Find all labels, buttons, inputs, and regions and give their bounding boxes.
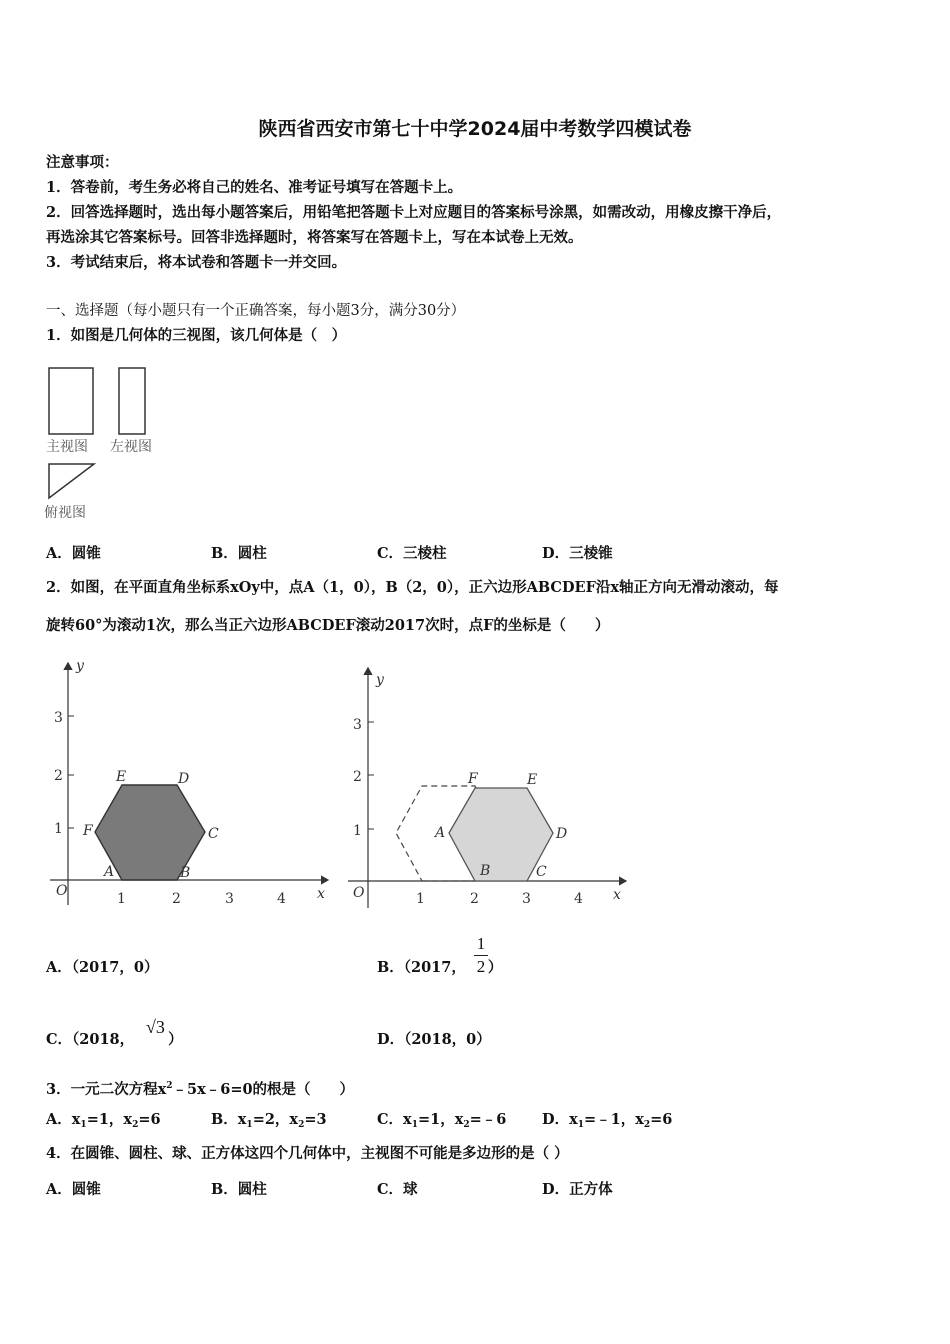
option-var: x xyxy=(71,1111,81,1128)
y-tick-label: 3 xyxy=(353,717,362,733)
option-val: =3 xyxy=(304,1111,327,1128)
vertex-label-d: D xyxy=(556,826,568,842)
y-tick-label: 2 xyxy=(54,768,63,784)
vertex-label-a: A xyxy=(104,864,115,880)
option-sub: 1 xyxy=(246,1120,253,1130)
x-axis-label: x xyxy=(317,886,325,902)
front-view-label: 主视图 xyxy=(46,439,88,455)
q3-option-d xyxy=(542,1110,672,1135)
page-title: 陕西省西安市第七十中学2024届中考数学四模试卷 xyxy=(258,118,692,140)
side-view-label: 左视图 xyxy=(110,439,152,455)
q2-stem-line1: 2．如图，在平面直角坐标系xOy中，点A（1，0），B（2，0），正六边形ABCDEF沿x轴正方向无滑动滚动，每 xyxy=(46,579,779,596)
x-tick-label: 3 xyxy=(522,891,531,907)
section-heading: 一、选择题（每小题只有一个正确答案，每小题3分，满分30分） xyxy=(46,303,466,319)
q3-option-c xyxy=(377,1110,506,1135)
q3-stem-prefix: 3．一元二次方程x xyxy=(46,1081,167,1098)
q1-option-a: A．圆锥 xyxy=(46,545,101,562)
q3-stem-suffix: ﹣5x﹣6=0的根是（ ） xyxy=(172,1081,355,1098)
vertex-label-f: F xyxy=(83,823,93,839)
vertex-label-d: D xyxy=(178,771,190,787)
option-val: =﹣1，x xyxy=(584,1111,644,1128)
top-view-label: 俯视图 xyxy=(44,505,86,521)
option-var: x xyxy=(403,1111,412,1128)
vertex-label-e: E xyxy=(116,769,127,785)
option-sub: 1 xyxy=(411,1120,418,1130)
option-val: =1，x xyxy=(86,1111,133,1128)
q2-stem-line2: 旋转60°为滚动1次，那么当正六边形ABCDEF滚动2017次时，点F的坐标是（ ） xyxy=(46,617,610,634)
vertex-label-f: F xyxy=(468,771,478,787)
y-axis-label: y xyxy=(76,658,84,674)
hexagon-graph-1 xyxy=(40,655,340,915)
option-sub: 1 xyxy=(80,1120,87,1130)
vertex-label-a: A xyxy=(435,825,446,841)
y-tick-label: 2 xyxy=(353,769,362,785)
hexagon-graph-2 xyxy=(340,660,640,915)
side-view-rect xyxy=(119,368,145,434)
option-letter: D． xyxy=(542,1111,570,1128)
x-tick-label: 2 xyxy=(470,891,479,907)
x-tick-label: 4 xyxy=(574,891,583,907)
q3-option-b xyxy=(211,1110,327,1135)
x-tick-label: 1 xyxy=(416,891,425,907)
option-var: x xyxy=(237,1111,247,1128)
option-sub: 1 xyxy=(577,1120,584,1130)
q2-option-b-fraction xyxy=(472,935,490,976)
q2-option-c-suffix: ） xyxy=(168,1031,183,1048)
origin-label: O xyxy=(56,883,68,899)
q4-option-a: A．圆锥 xyxy=(46,1181,101,1198)
y-tick-label: 1 xyxy=(54,821,63,837)
option-val: =6 xyxy=(650,1111,673,1128)
q1-option-d: D．三棱锥 xyxy=(542,545,613,562)
option-letter: B． xyxy=(211,1111,238,1128)
q3-option-a xyxy=(46,1110,161,1135)
origin-label: O xyxy=(353,885,365,901)
vertex-label-e: E xyxy=(527,772,538,788)
q1-option-b: B．圆柱 xyxy=(211,545,267,562)
option-val: =﹣6 xyxy=(469,1111,507,1128)
vertex-label-c: C xyxy=(208,826,219,842)
q2-option-b-prefix: B．（2017， xyxy=(377,959,466,976)
option-sub: 2 xyxy=(132,1120,139,1130)
option-val: =1，x xyxy=(417,1111,464,1128)
x-axis-label: x xyxy=(613,887,621,903)
notice-item: 2．回答选择题时，选出每小题答案后，用铅笔把答题卡上对应题目的答案标号涂黑，如需改动，用橡皮擦干净后， xyxy=(46,204,782,221)
q4-option-c: C．球 xyxy=(377,1181,418,1198)
q2-option-b-suffix: ） xyxy=(487,959,503,976)
sqrt-three: √3 xyxy=(146,1017,165,1037)
q2-option-a: A．（2017，0） xyxy=(46,959,159,976)
option-sub: 2 xyxy=(643,1120,651,1130)
option-letter: A． xyxy=(46,1111,72,1128)
vertex-label-c: C xyxy=(536,864,547,880)
x-tick-label: 3 xyxy=(225,891,234,907)
notice-item: 1．答卷前，考生务必将自己的姓名、准考证号填写在答题卡上。 xyxy=(46,179,463,196)
q4-option-d: D．正方体 xyxy=(542,1181,613,1198)
fraction-numerator: 1 xyxy=(476,934,486,953)
notice-item: 再选涂其它答案标号。回答非选择题时，将答案写在答题卡上，写在本试卷上无效。 xyxy=(46,229,583,246)
option-val: =2，x xyxy=(252,1111,299,1128)
notice-heading: 注意事项： xyxy=(46,154,119,171)
top-view-triangle xyxy=(49,464,94,498)
y-axis-label: y xyxy=(376,672,384,688)
x-tick-label: 2 xyxy=(172,891,181,907)
y-tick-label: 1 xyxy=(353,823,362,839)
option-sub: 2 xyxy=(463,1120,470,1130)
q4-option-b: B．圆柱 xyxy=(211,1181,267,1198)
front-view-rect xyxy=(49,368,93,434)
x-tick-label: 1 xyxy=(117,891,126,907)
option-val: =6 xyxy=(138,1111,161,1128)
x-tick-label: 4 xyxy=(277,891,286,907)
q2-option-c-prefix: C．（2018， xyxy=(46,1031,135,1048)
option-sub: 2 xyxy=(298,1120,305,1130)
option-letter: C． xyxy=(377,1111,404,1128)
q2-option-d: D．（2018，0） xyxy=(377,1031,491,1048)
q3-stem-exponent: 2 xyxy=(166,1081,173,1091)
notice-item: 3．考试结束后，将本试卷和答题卡一并交回。 xyxy=(46,254,347,271)
fraction-denominator: 2 xyxy=(476,957,486,976)
three-view-figure xyxy=(44,362,174,522)
q3-stem xyxy=(46,1076,354,1100)
q4-stem: 4．在圆锥、圆柱、球、正方体这四个几何体中，主视图不可能是多边形的是（ ） xyxy=(46,1145,569,1162)
q1-option-c: C．三棱柱 xyxy=(377,545,447,562)
vertex-label-b: B xyxy=(180,865,191,881)
y-tick-label: 3 xyxy=(54,710,63,726)
vertex-label-b: B xyxy=(480,863,491,879)
option-var: x xyxy=(569,1111,578,1128)
q1-stem: 1．如图是几何体的三视图，该几何体是（ ） xyxy=(46,327,347,344)
